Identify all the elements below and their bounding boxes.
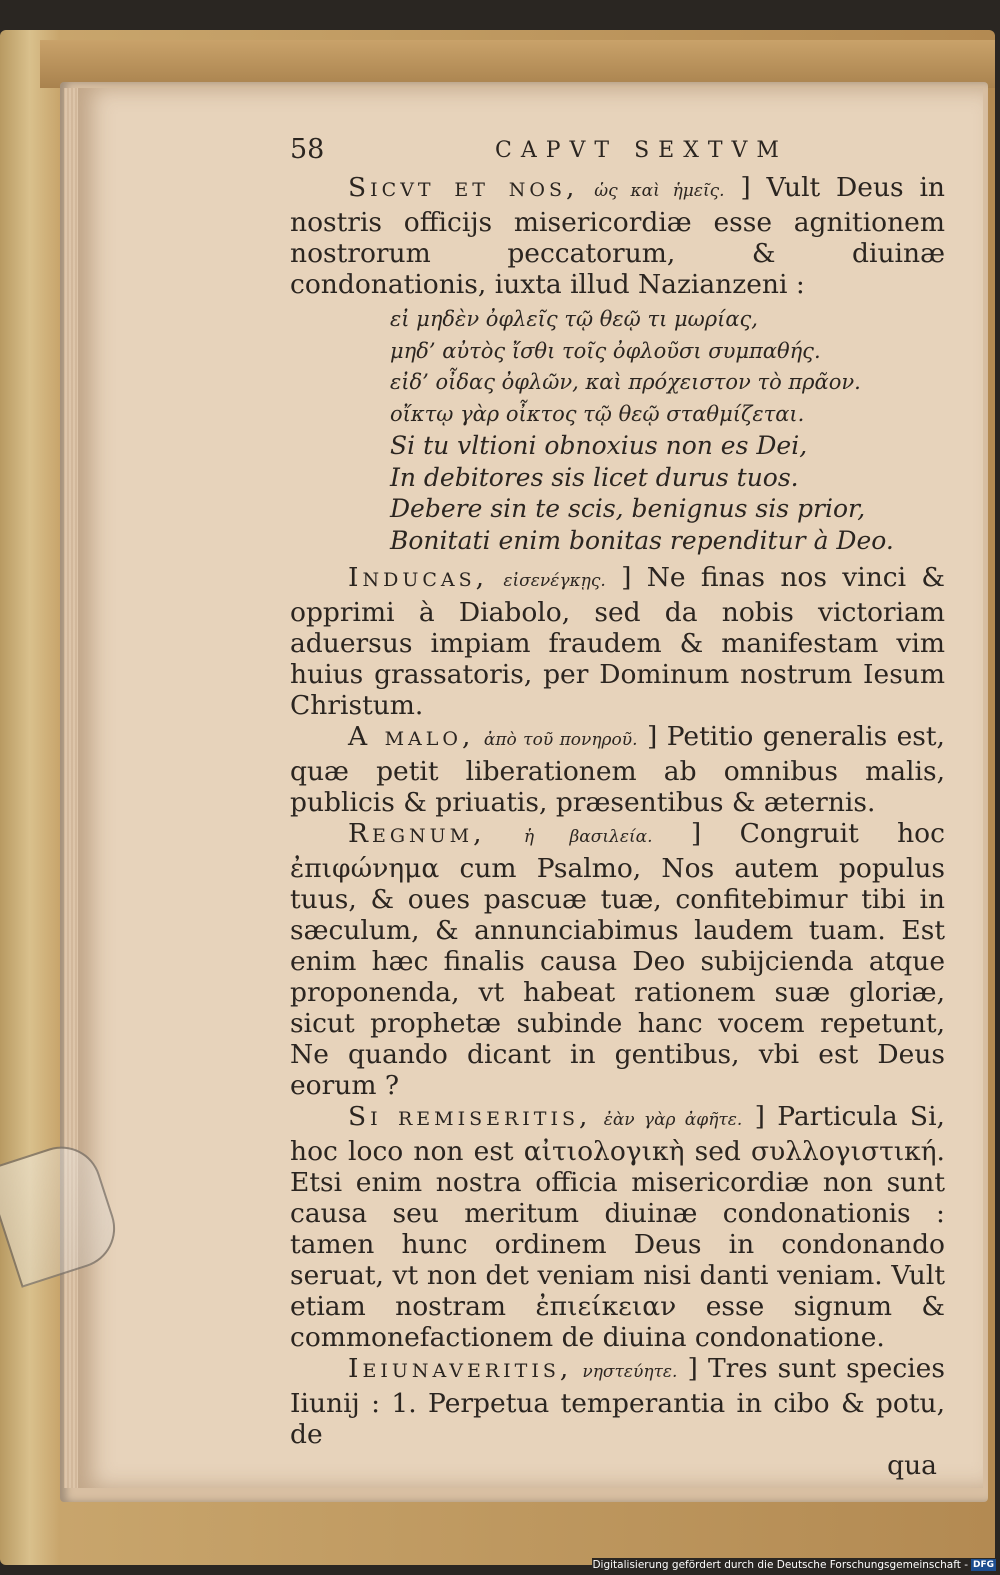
paragraph-sicut (290, 172, 945, 300)
paragraph-ieiunaveritis (290, 1353, 945, 1450)
page-text (290, 128, 945, 1481)
greek-lemma: νηστεύητε. (582, 1362, 678, 1382)
verse-line: Bonitati enim bonitas rependitur à Deo. (390, 525, 894, 555)
paragraph-text: ] Ne finas nos vinci & opprimi à Diabolo, sed da nobis victoriam aduersus impiam fraudem & manifestam vim huius grassatoris, per Dominum nostrum Iesum Christum. (290, 562, 945, 721)
paragraph-text: ] Particula Si, hoc loco non est αἰτιολογικὴ sed συλλογιστική. Etsi enim nostra officia misericordiæ non sunt causa seu meritum diuinæ condonationis : tamen hunc ordinem Deus in condonando seruat, vt non det veniam nisi danti veniam. Vult etiam nostram ἐπιείκειαν esse signum & commonefactionem de diuina condonatione. (290, 1101, 945, 1353)
catchword: qua (887, 1450, 937, 1481)
paragraph-text: ] Congruit hoc ἐπιφώνημα cum Psalmo, Nos autem populus tuus, & oues pascuæ tuæ, confitebimur tibi in sæculum, & annunciabimus laudem tuam. Est enim hæc finalis causa Deo subijcienda atque proponenda, vt habeat rationem suæ gloriæ, sicut prophetæ subinde hanc vocem repetunt, Ne quando dicant in gentibus, vbi est Deus eorum ? (290, 818, 945, 1101)
cover-top-edge (40, 40, 995, 88)
verse-line: εἰ μηδὲν ὀφλεῖς τῷ θεῷ τι μωρίας, (390, 307, 758, 331)
greek-lemma: εἰσενέγκῃς. (503, 571, 606, 591)
lemma: A malo, (348, 721, 475, 752)
paragraph-text: ] Tres sunt species Iiunij : 1. Perpetua temperantia in cibo & potu, de (290, 1353, 945, 1450)
lemma: Sicvt et nos, (348, 172, 579, 203)
credit-text: Digitalisierung gefördert durch die Deutsche Forschungsgemeinschaft - (592, 1559, 968, 1571)
verse-line: In debitores sis licet durus tuos. (390, 462, 799, 492)
lemma: Regnum, (348, 818, 486, 849)
page-header (290, 128, 945, 172)
lemma: Ieiunaveritis, (348, 1353, 573, 1384)
digitization-credit (592, 1558, 996, 1572)
verse-line: εἰδ’ οἶδας ὀφλῶν, καὶ πρόχειστον τὸ πρᾶον. (390, 370, 861, 394)
greek-lemma: ἐὰν γὰρ ἀφῆτε. (603, 1110, 743, 1130)
verse-line: μηδ’ αὐτὸς ἴσθι τοῖς ὀφλοῦσι συμπαθής. (390, 338, 821, 363)
lemma: Si remiseritis, (348, 1101, 592, 1132)
running-title: CAPVT SEXTVM (495, 138, 788, 163)
page-number: 58 (290, 134, 325, 165)
paragraph-inducas (290, 562, 945, 721)
paragraph-text: ] Petitio generalis est, quæ petit liberationem ab omnibus malis, publicis & priuatis, præsentibus & æternis. (290, 721, 945, 818)
paragraph-a-malo (290, 721, 945, 818)
verse-line: Si tu vltioni obnoxius non es Dei, (390, 431, 808, 460)
greek-lemma: ὡς καὶ ἡμεῖς. (594, 181, 725, 201)
paragraph-text: ] Vult Deus in nostris officijs misericordiæ esse agnitionem nostrorum peccatorum, & diuinæ condonationis, iuxta illud Nazianzeni : (290, 172, 945, 300)
dfg-logo: DFG (972, 1560, 994, 1570)
verse-line: οἴκτῳ γὰρ οἶκτος τῷ θεῷ σταθμίζεται. (390, 401, 805, 426)
page-edges (64, 88, 78, 1488)
verse-quotation (390, 304, 945, 556)
greek-lemma: ἀπὸ τοῦ πονηροῦ. (483, 730, 638, 750)
greek-lemma: ἡ βασιλεία. (523, 827, 653, 847)
verse-line: Debere sin te scis, benignus sis prior, (390, 494, 866, 523)
lemma: Inducas, (348, 562, 489, 593)
paragraph-si-remiseritis (290, 1101, 945, 1353)
paragraph-regnum (290, 818, 945, 1101)
